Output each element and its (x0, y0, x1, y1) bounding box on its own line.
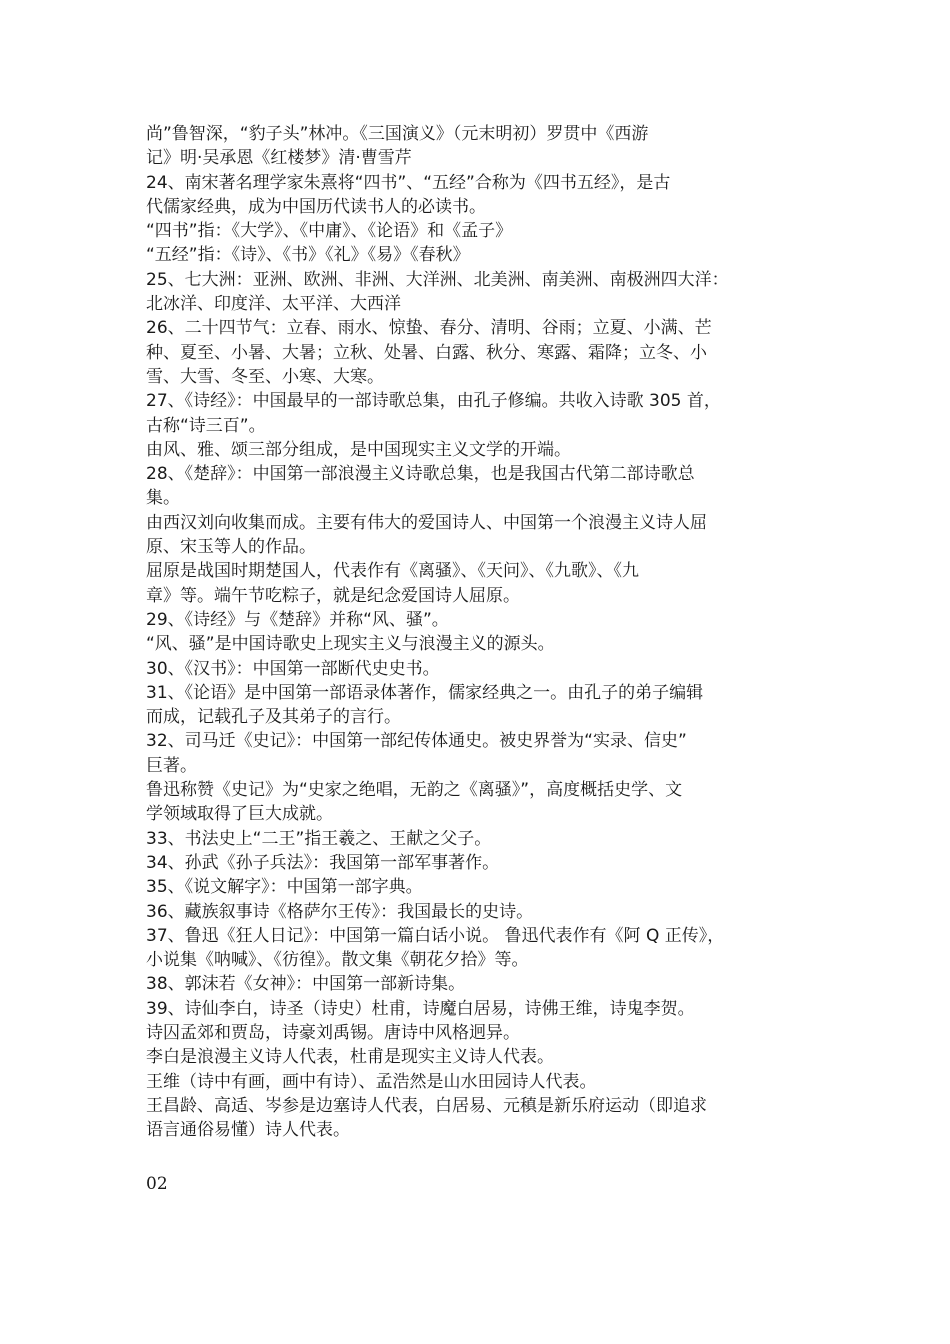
text-line: 小说集《呐喊》、《彷徨》。散文集《朝花夕拾》等。 (146, 950, 529, 971)
text-line: 集。 (146, 488, 180, 509)
text-line: 27、《诗经》：中国最早的一部诗歌总集，由孔子修编。共收入诗歌 305 首， (146, 391, 721, 412)
text-line: 35、《说文解字》：中国第一部字典。 (146, 877, 423, 898)
text-line: 诗囚孟郊和贾岛，诗豪刘禹锡。唐诗中风格迥异。 (146, 1022, 520, 1043)
text-line: 39、诗仙李白，诗圣（诗史）杜甫，诗魔白居易，诗佛王维，诗鬼李贺。 (146, 998, 695, 1019)
text-line: “风、骚”是中国诗歌史上现实主义与浪漫主义的源头。 (146, 634, 555, 655)
text-line: 31、《论语》是中国第一部语录体著作，儒家经典之一。由孔子的弟子编辑 (146, 682, 704, 703)
page-number: 02 (146, 1174, 168, 1194)
text-line: 王维（诗中有画，画中有诗）、孟浩然是山水田园诗人代表。 (146, 1071, 597, 1092)
text-line: 37、鲁迅《狂人日记》：中国第一篇白话小说。 鲁迅代表作有《阿 Q 正传》， (146, 925, 725, 946)
text-line: 29、《诗经》与《楚辞》并称“风、骚”。 (146, 609, 449, 630)
text-line: 尚”鲁智深，“豹子头”林冲。《三国演义》（元末明初）罗贯中《西游 (146, 124, 649, 144)
text-line: “四书”指：《大学》、《中庸》、《论语》和《孟子》 (146, 221, 513, 242)
text-line: 学领域取得了巨大成就。 (146, 804, 333, 825)
text-line: 36、藏族叙事诗《格萨尔王传》：我国最长的史诗。 (146, 901, 534, 922)
text-line: 巨著。 (146, 755, 197, 776)
text-line: “五经”指：《诗》、《书》《礼》《易》《春秋》 (146, 245, 470, 266)
text-line: 雪、大雪、冬至、小寒、大寒。 (146, 366, 384, 387)
text-line: 记》明·吴承恩《红楼梦》清·曹雪芹 (146, 148, 412, 169)
text-line: 语言通俗易懂）诗人代表。 (146, 1120, 350, 1141)
text-line: 34、孙武《孙子兵法》：我国第一部军事著作。 (146, 852, 500, 873)
text-line: 屈原是战国时期楚国人，代表作有《离骚》、《天问》、《九歌》、《九 (146, 561, 639, 582)
text-line: 种、夏至、小暑、大暑；立秋、处暑、白露、秋分、寒露、霜降；立冬、小 (146, 342, 707, 363)
text-line: 而成，记载孔子及其弟子的言行。 (146, 707, 401, 728)
document-body (146, 122, 826, 1142)
text-line: 由西汉刘向收集而成。主要有伟大的爱国诗人、中国第一个浪漫主义诗人屈 (146, 512, 707, 533)
text-line: 33、书法史上“二王”指王羲之、王献之父子。 (146, 828, 492, 849)
text-line: 章》等。端午节吃粽子，就是纪念爱国诗人屈原。 (146, 585, 520, 606)
text-line: 26、二十四节气：立春、雨水、惊蛰、春分、清明、谷雨；立夏、小满、芒 (146, 318, 712, 339)
text-line: 古称“诗三百”。 (146, 415, 266, 436)
text-line: 鲁迅称赞《史记》为“史家之绝唱，无韵之《离骚》”，高度概括史学、文 (146, 780, 683, 801)
text-line: 28、《楚辞》：中国第一部浪漫主义诗歌总集，也是我国古代第二部诗歌总 (146, 464, 695, 485)
text-line: 30、《汉书》：中国第一部断代史史书。 (146, 658, 440, 679)
text-line: 38、郭沫若《女神》：中国第一部新诗集。 (146, 974, 466, 995)
text-line: 北冰洋、印度洋、太平洋、大西洋 (146, 294, 401, 315)
text-line: 代儒家经典，成为中国历代读书人的必读书。 (146, 196, 486, 217)
text-line: 25、七大洲：亚洲、欧洲、非洲、大洋洲、北美洲、南美洲、南极洲四大洋： (146, 269, 729, 290)
text-line: 王昌龄、高适、岑参是边塞诗人代表，白居易、元稹是新乐府运动（即追求 (146, 1095, 707, 1116)
text-line: 32、司马迁《史记》：中国第一部纪传体通史。被史界誉为“实录、信史” (146, 731, 687, 752)
text-line: 由风、雅、颂三部分组成，是中国现实主义文学的开端。 (146, 439, 571, 460)
text-line: 李白是浪漫主义诗人代表，杜甫是现实主义诗人代表。 (146, 1047, 554, 1068)
text-line: 原、宋玉等人的作品。 (146, 537, 316, 558)
text-line: 24、南宋著名理学家朱熹将“四书”、“五经”合称为《四书五经》，是古 (146, 172, 671, 193)
